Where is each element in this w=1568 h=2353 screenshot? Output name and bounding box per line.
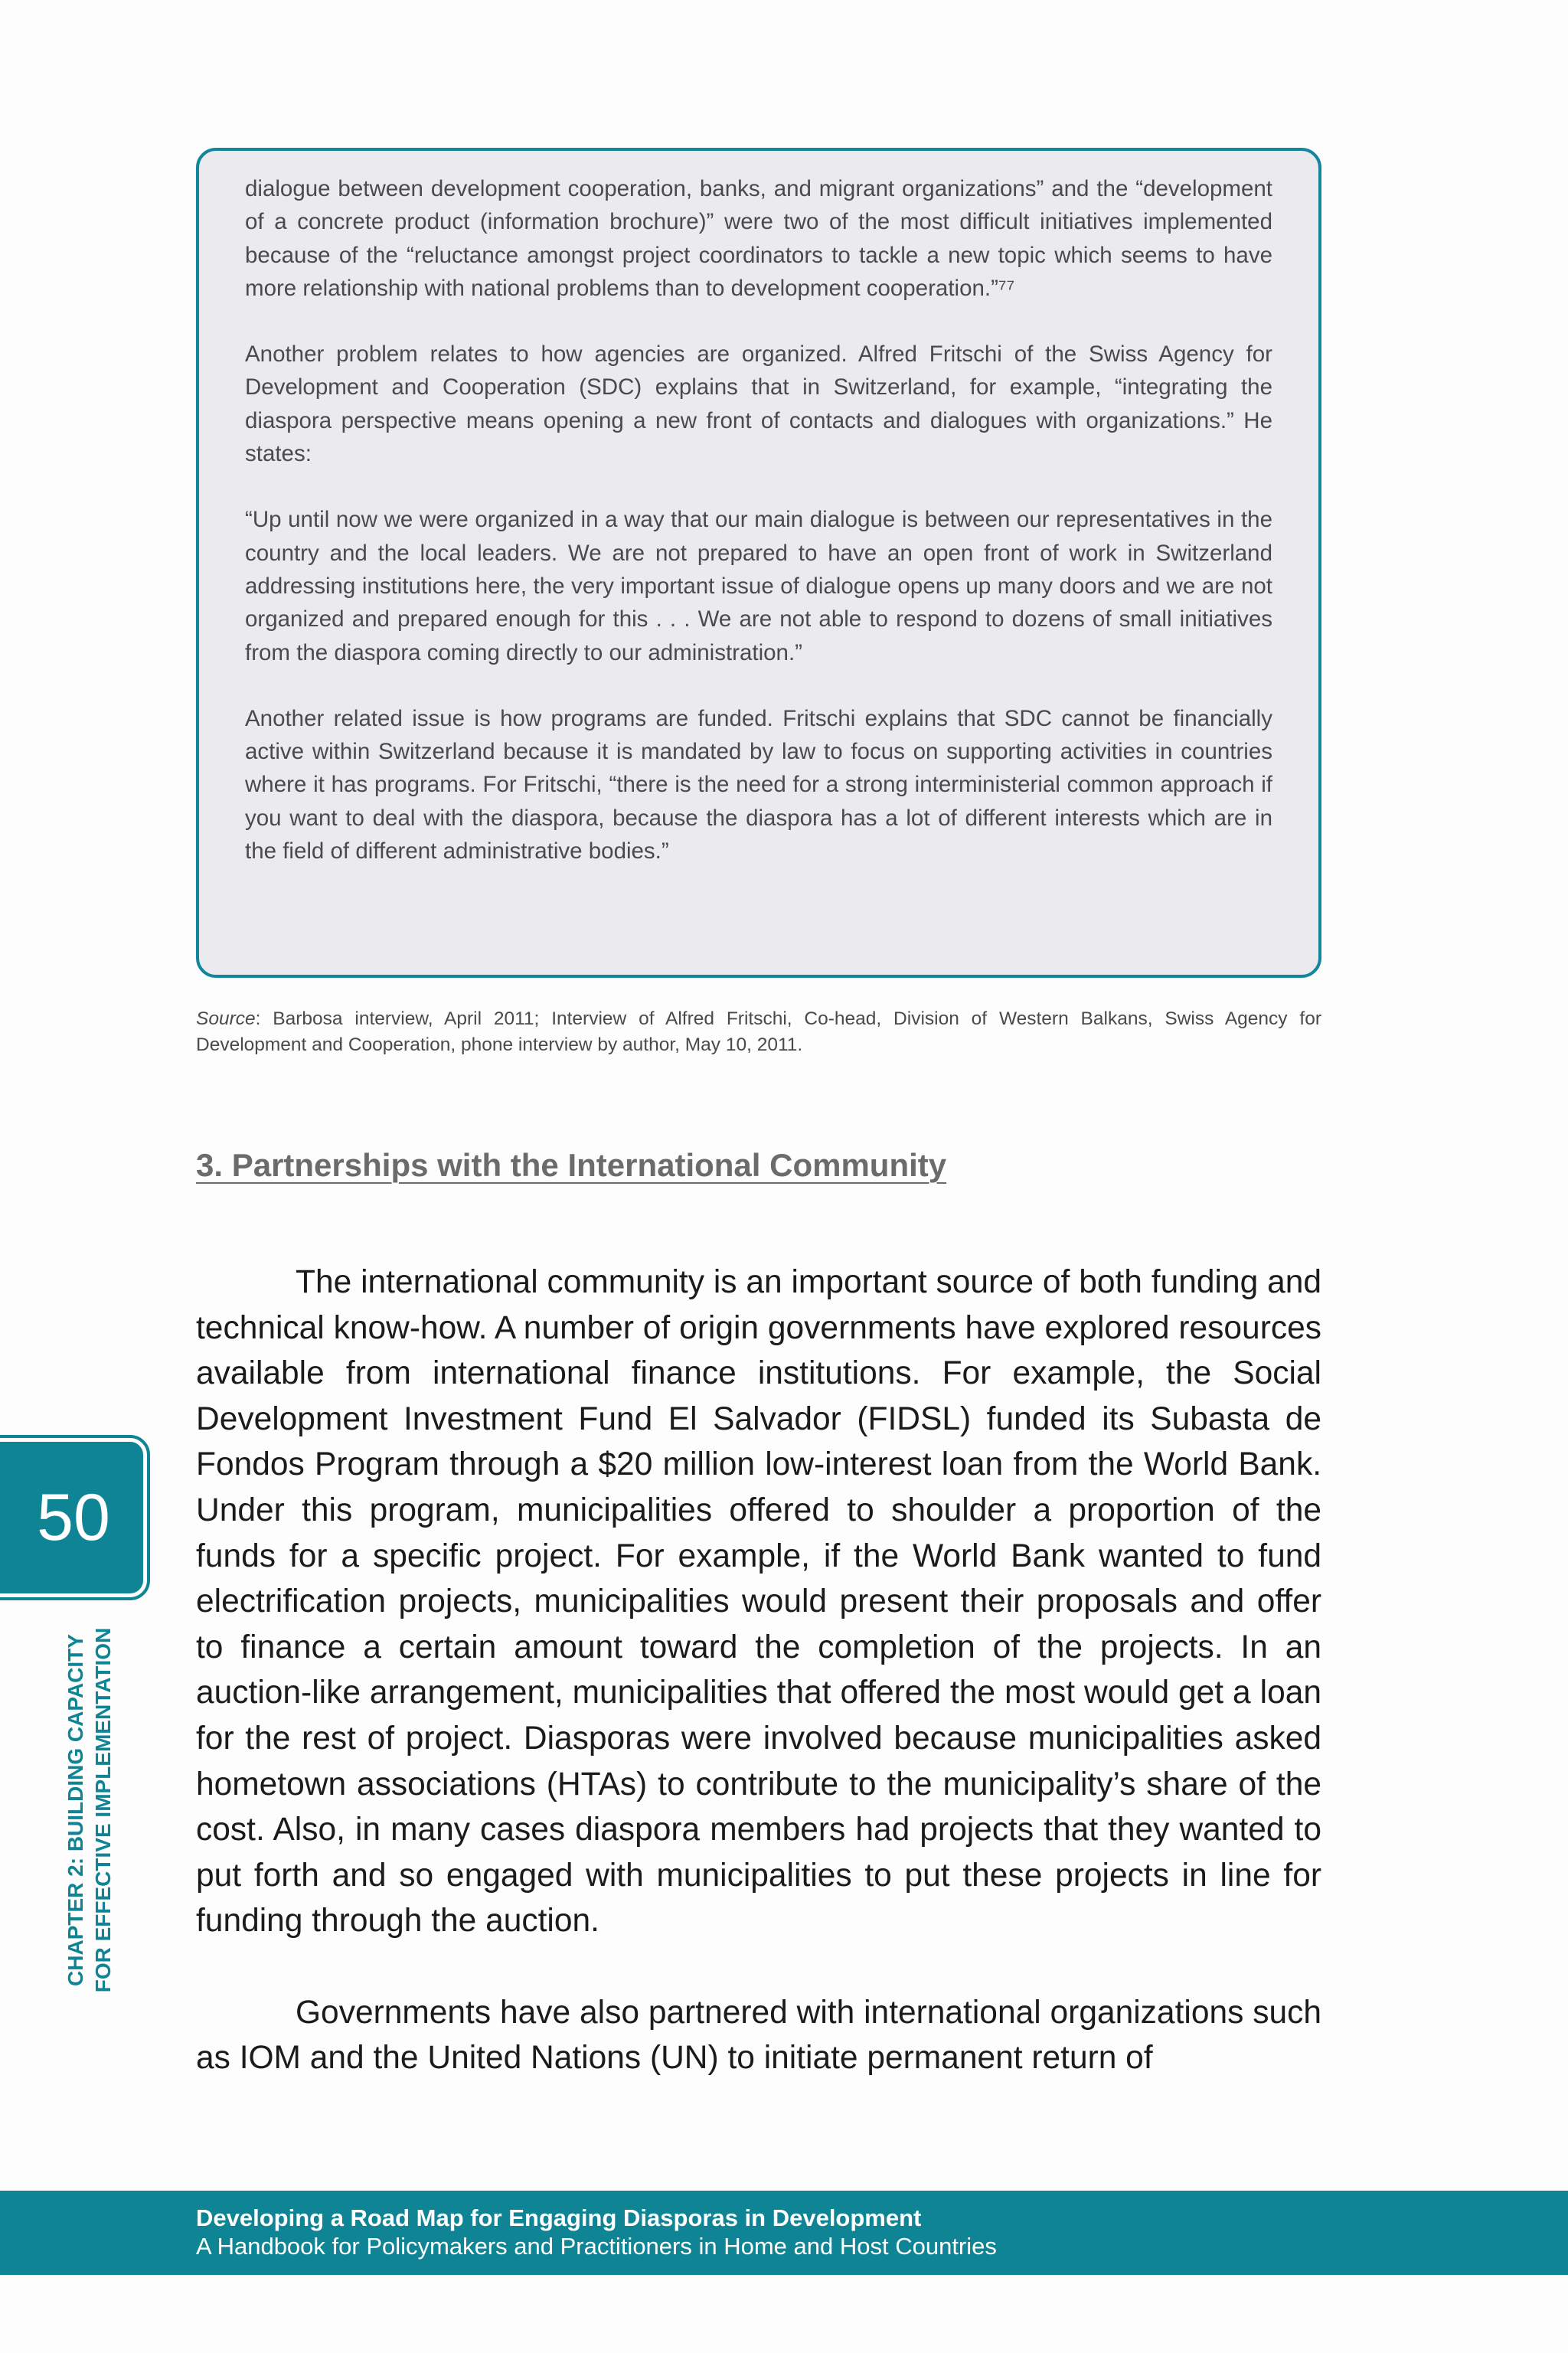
section-heading: 3. Partnerships with the International Community xyxy=(196,1147,947,1183)
source-note xyxy=(196,1006,1321,1058)
footer-bar xyxy=(0,2191,1568,2275)
footer-title: Developing a Road Map for Engaging Diasporas in Development xyxy=(196,2204,922,2231)
box-paragraph: “Up until now we were organized in a way that our main dialogue is between our representatives in the country and the local leaders. We are not prepared to have an open front of work in Switzerland addressing institutions here, the very important issue of dialogue opens up many doors and we are not organized and prepared enough for this . . . We are not able to respond to dozens of small initiatives from the diaspora coming directly to our administration.” xyxy=(245,507,1272,665)
main-body xyxy=(196,1260,1321,2126)
box-paragraph: Another related issue is how programs are funded. Fritschi explains that SDC cannot be financially active within Switzerland because it is mandated by law to focus on supporting activities in countries where it has programs. For Fritschi, “there is the need for a strong interministerial common approach if you want to deal with the diaspora, because the diaspora has a lot of different interests which are in the field of different administrative bodies.” xyxy=(245,705,1272,864)
source-text: : Barbosa interview, April 2011; Interview of Alfred Fritschi, Co-head, Division of Western Balkans, Swiss Agency for Development and Cooperation, phone interview by author, May 10, 2011. xyxy=(196,1008,1321,1055)
body-paragraph: Governments have also partnered with international organizations such as IOM and the United Nations (UN) to initiate permanent return of xyxy=(196,1994,1321,2077)
page-number-tab xyxy=(0,1438,147,1597)
body-paragraph: The international community is an important source of both funding and technical know-how. A number of origin governments have explored resources available from international finance institutions. For example, the Social Development Investment Fund El Salvador (FIDSL) funded its Subasta de Fondos Program through a $20 million low-interest loan from the World Bank. Under this program, municipalities offered to shoulder a proportion of the funds for a specific project. For example, if the World Bank wanted to fund electrification projects, municipalities would present their proposals and offer to finance a certain amount toward the completion of the projects. In an auction-like arrangement, municipalities that offered the most would get a loan for the rest of project. Diasporas were involved because municipalities asked hometown associations (HTAs) to contribute to the municipality’s share of the cost. Also, in many cases diaspora members had projects that they wanted to put forth and so engaged with municipalities to put these projects in line for funding through the auction. xyxy=(196,1264,1321,1940)
chapter-label xyxy=(62,1611,117,2009)
sidebar-textbox xyxy=(196,148,1321,978)
page-number: 50 xyxy=(37,1481,110,1554)
source-label: Source xyxy=(196,1008,256,1029)
box-paragraph: Another problem relates to how agencies are organized. Alfred Fritschi of the Swiss Agency for Development and Cooperation (SDC) explains that in Switzerland, for example, “integrating the diaspora perspective means opening a new front of contacts and dialogues with organizations.” He states: xyxy=(245,342,1272,467)
box-paragraph: dialogue between development cooperation, banks, and migrant organizations” and the “development of a concrete product (information brochure)” were two of the most difficult initiatives implemented because of the “reluctance amongst project coordinators to tackle a new topic which seems to have more relationship with national problems than to development cooperation.”⁷⁷ xyxy=(245,176,1272,301)
chapter-label-line: CHAPTER 2: BUILDING CAPACITY xyxy=(64,1634,87,1986)
footer-subtitle: A Handbook for Policymakers and Practitioners in Home and Host Countries xyxy=(196,2233,997,2260)
chapter-label-line: FOR EFFECTIVE IMPLEMENTATION xyxy=(91,1627,115,1993)
